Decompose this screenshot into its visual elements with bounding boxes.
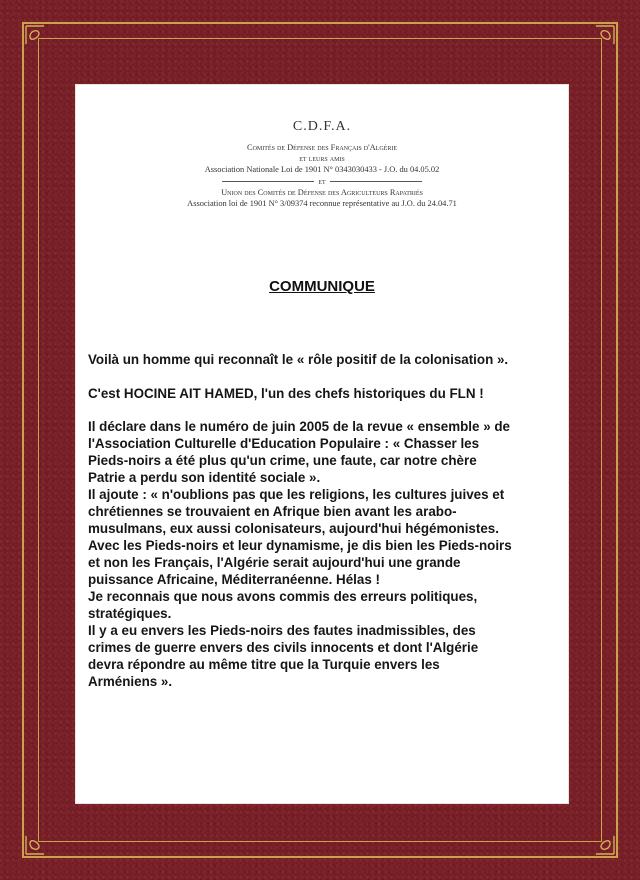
paragraph-quote xyxy=(88,418,558,690)
quote-line: chrétiennes se trouvaient en Afrique bien avant les arabo- xyxy=(88,504,457,519)
ornament-corner-icon xyxy=(24,816,64,856)
org-separator xyxy=(76,176,568,187)
document-title: COMMUNIQUE xyxy=(269,278,375,295)
ornament-corner-icon xyxy=(24,24,64,64)
org-name-line-2: et leurs amis xyxy=(299,154,345,164)
quote-line: crimes de guerre envers des civils innocents et dont l'Algérie xyxy=(88,640,479,655)
separator-label: et xyxy=(318,176,326,186)
separator-rule-left xyxy=(222,181,314,182)
quote-line: stratégiques. xyxy=(88,606,172,621)
ornament-corner-icon xyxy=(576,816,616,856)
org-association-line-1: Association Nationale Loi de 1901 N° 0343030433 - J.O. du 04.05.02 xyxy=(204,165,440,175)
org-association-line-2: Association loi de 1901 N° 3/09374 reconnue représentative au J.O. du 24.04.71 xyxy=(187,199,457,209)
ornament-corner-icon xyxy=(576,24,616,64)
quote-line: Il y a eu envers les Pieds-noirs des fautes inadmissibles, des xyxy=(88,623,476,638)
quote-line: Arméniens ». xyxy=(88,674,173,689)
quote-line: Il ajoute : « n'oublions pas que les religions, les cultures juives et xyxy=(88,487,505,502)
org-name-line-1: Comités de Défense des Français d'Algérie xyxy=(247,143,397,152)
quote-line: Patrie a perdu son identité sociale ». xyxy=(88,470,321,485)
paragraph-intro: Voilà un homme qui reconnaît le « rôle positif de la colonisation ». xyxy=(88,352,509,367)
document-page xyxy=(76,85,568,803)
separator-rule-right xyxy=(330,181,422,182)
quote-line: puissance Africaine, Méditerranéenne. Hélas ! xyxy=(88,572,380,587)
quote-line: Avec les Pieds-noirs et leur dynamisme, je dis bien les Pieds-noirs xyxy=(88,538,512,553)
org-acronym: C.D.F.A. xyxy=(292,119,352,134)
letterhead xyxy=(76,119,568,209)
quote-line: Je reconnais que nous avons commis des erreurs politiques, xyxy=(88,589,478,604)
org-name-line-3: Union des Comités de Défense des Agriculteurs Rapatriés xyxy=(221,187,423,197)
paragraph-identity: C'est HOCINE AIT HAMED, l'un des chefs historiques du FLN ! xyxy=(88,386,484,401)
quote-line: Il déclare dans le numéro de juin 2005 de la revue « ensemble » de xyxy=(88,419,510,434)
quote-line: musulmans, eux aussi colonisateurs, aujourd'hui hégémonistes. xyxy=(88,521,499,536)
document-body xyxy=(88,351,558,690)
quote-line: et non les Français, l'Algérie serait aujourd'hui une grande xyxy=(88,555,461,570)
quote-line: devra répondre au même titre que la Turquie envers les xyxy=(88,657,440,672)
quote-line: l'Association Culturelle d'Education Populaire : « Chasser les xyxy=(88,436,480,451)
quote-line: Pieds-noirs a été plus qu'un crime, une faute, car notre chère xyxy=(88,453,477,468)
